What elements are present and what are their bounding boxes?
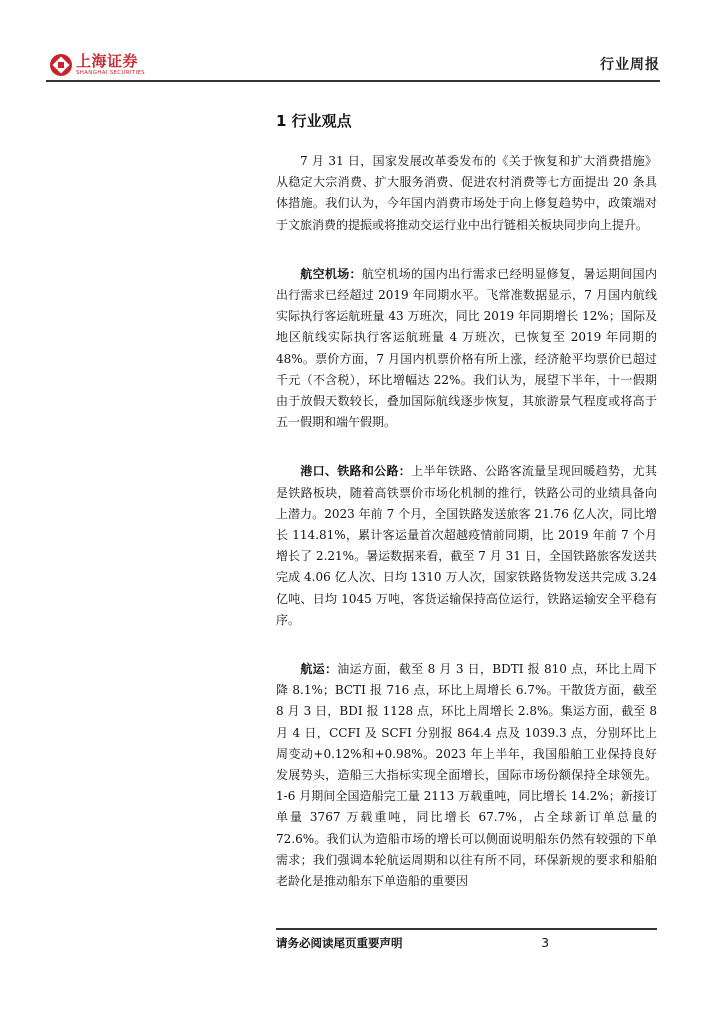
paragraph-text: 上半年铁路、公路客流量呈现回暖趋势，尤其是铁路板块，随着高铁票价市场化机制的推行，铁路公司的业绩具备向上潜力。2023 年前 7 个月，全国铁路发送旅客 21.76 亿人次，同比增长 114.81%，累计客运量首次超越疫情前同期，比 2019 年前 7 个月增长了 2.21%。暑运数据来看，截至 7 月 31 日，全国铁路旅客发送共完成 4.06 亿人次、日均 1310 万人次，国家铁路货物发送共完成 3.24 亿吨、日均 1045 万吨，客货运输保持高位运行，铁路运输安全平稳有序。 <box>276 464 657 627</box>
paragraph-shipping <box>276 659 657 892</box>
paragraph-lead: 港口、铁路和公路： <box>300 464 412 479</box>
paragraph-text: 航空机场的国内出行需求已经明显修复，暑运期间国内出行需求已经超过 2019 年同期水平。飞常准数据显示，7 月国内航线实际执行客运航班量 43 万班次，同比 2019 年同期增长 12%；国际及地区航线实际执行客运航班量 4 万班次，已恢复至 2019 年同期的 48%。票价方面，7 月国内机票价格有所上涨，经济舱平均票价已超过千元（不含税），环比增幅达 22%。我们认为，展望下半年，十一假期由于放假天数较长，叠加国际航线逐步恢复，其旅游景气程度或将高于五一假期和端午假期。 <box>276 266 657 430</box>
page-number: 3 <box>541 936 549 950</box>
logo-text-cn: 上海证券 <box>76 52 139 70</box>
logo-text-en: SHANGHAI SECURITIES <box>76 70 145 76</box>
section-title: 1 行业观点 <box>276 112 352 130</box>
footer-divider <box>276 928 657 930</box>
paragraph-lead: 航空机场： <box>300 266 362 281</box>
logo-icon <box>50 54 72 76</box>
main-content <box>276 100 657 920</box>
paragraph-lead: 航运： <box>300 662 338 677</box>
report-type-label: 行业周报 <box>600 57 660 73</box>
paragraph-aviation <box>276 264 657 434</box>
page-header <box>46 44 660 86</box>
company-logo <box>50 54 145 77</box>
header-divider <box>46 80 660 82</box>
footer-disclaimer: 请务必阅读尾页重要声明 <box>276 936 403 950</box>
paragraph-rail-road <box>276 461 657 631</box>
paragraph-text: 油运方面，截至 8 月 3 日，BDTI 报 810 点，环比上周下降 8.1%；BCTI 报 716 点，环比上周增长 6.7%。干散货方面，截至 8 月 3 日，BDI 报 1128 点，环比上周增长 2.8%。集运方面，截至 8 月 4 日，CCFI 及 SCFI 分别报 864.4 点及 1039.3 点，分别环比上周变动+0.12%和+0.98%。2023 年上半年，我国船舶工业保持良好发展势头，造船三大指标实现全面增长，国际市场份额保持全球领先。1-6 月期间全国造船完工量 2113 万载重吨，同比增长 14.2%；新接订单量 3767 万载重吨，同比增长 67.7%，占全球新订单总量的 72.6%。我们认为造船市场的增长可以侧面说明船东仍然有较强的下单需求；我们强调本轮航运周期和以往有所不同，环保新规的要求和船舶老龄化是推动船东下单造船的重要因 <box>276 662 657 889</box>
paragraph-text: 7 月 31 日，国家发展改革委发布的《关于恢复和扩大消费措施》从稳定大宗消费、扩大服务消费、促进农村消费等七方面提出 20 条具体措施。我们认为，今年国内消费市场处于向上修复趋势中，政策端对于文旅消费的提振或将推动交运行业中出行链相关板块同步向上提升。 <box>276 154 657 232</box>
paragraph-intro <box>276 151 657 236</box>
page-footer <box>276 928 657 951</box>
